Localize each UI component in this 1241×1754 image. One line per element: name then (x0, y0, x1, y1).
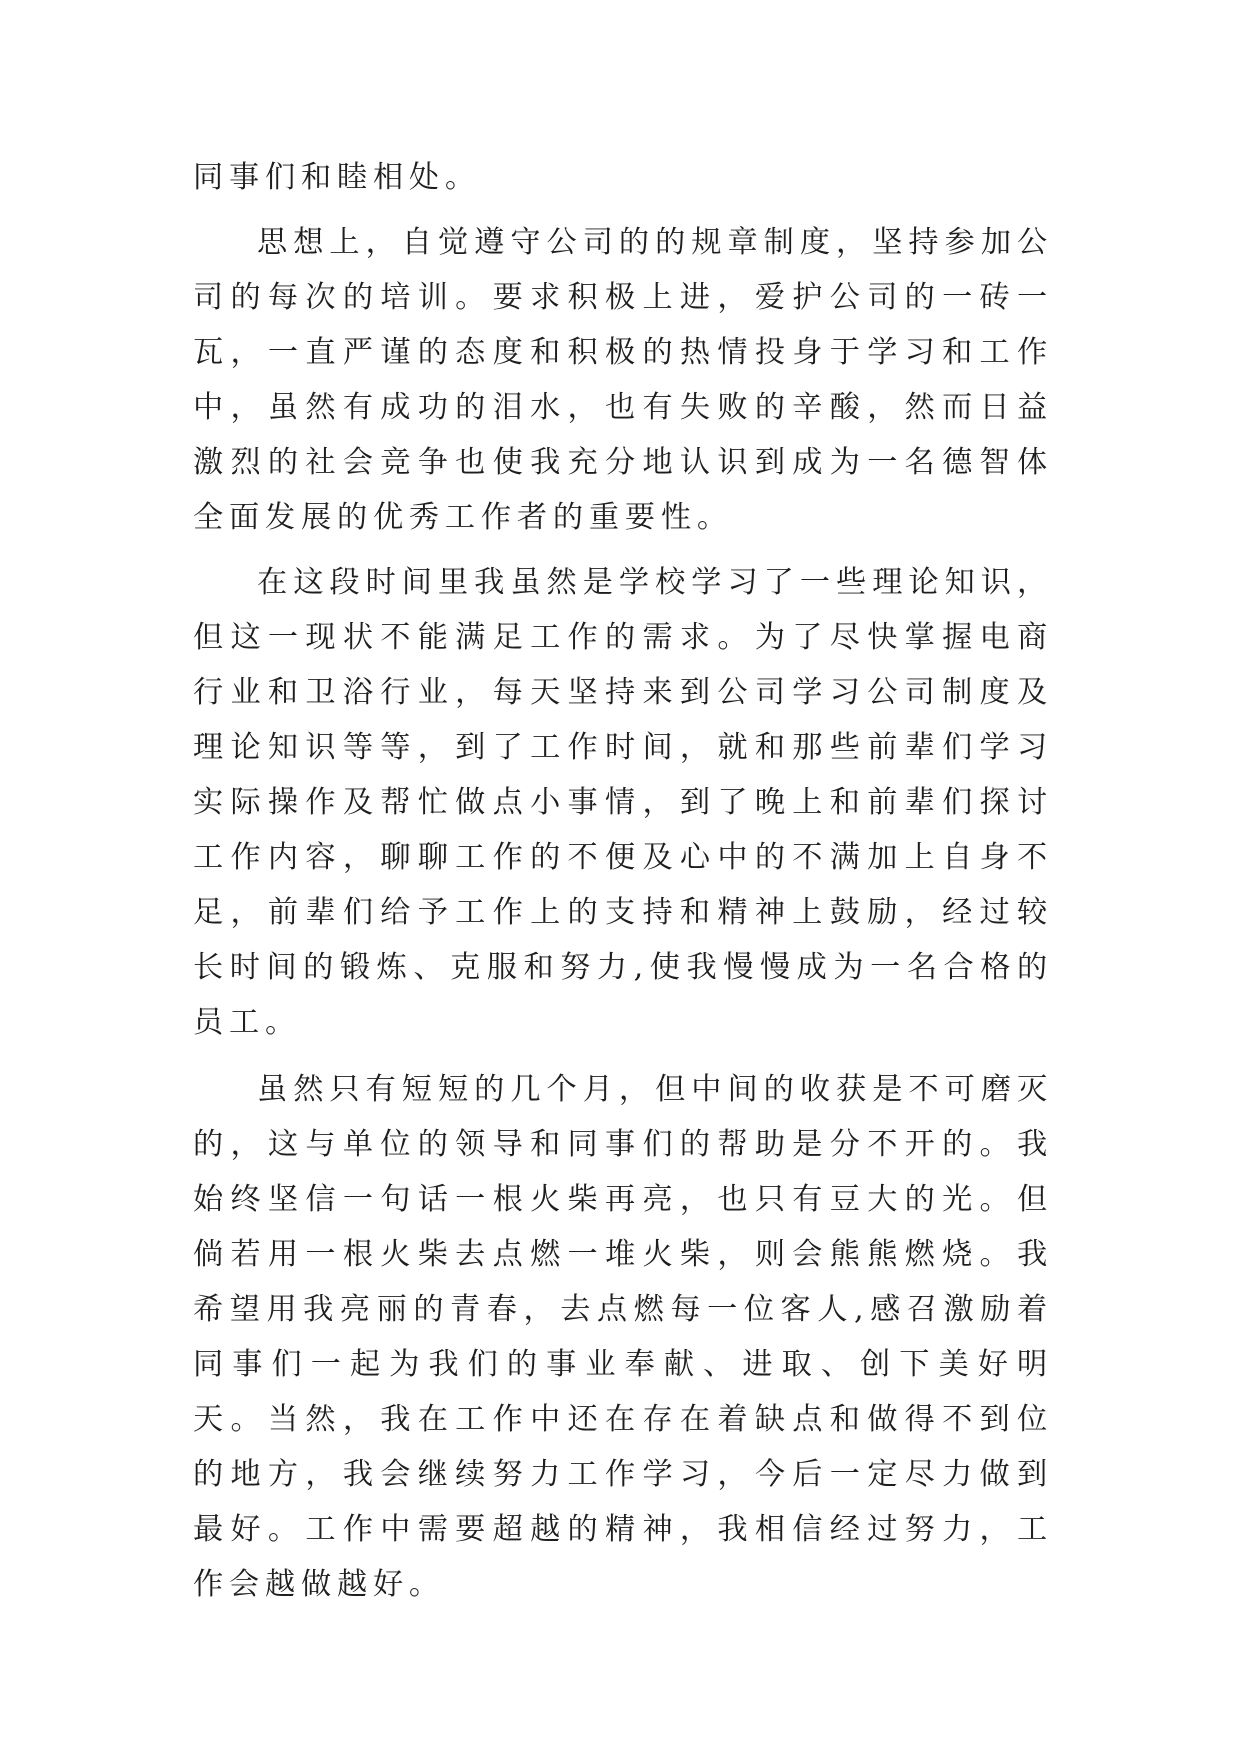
paragraph-summary: 虽然只有短短的几个月，但中间的收获是不可磨灭的，这与单位的领导和同事们的帮助是分不开的。我始终坚信一句话一根火柴再亮，也只有豆大的光。但倘若用一根火柴去点燃一堆火柴，则会熊熊燃烧。我希望用我亮丽的青春，去点燃每一位客人,感召激励着同事们一起为我们的事业奉献、进取、创下美好明天。当然，我在工作中还在存在着缺点和做得不到位的地方，我会继续努力工作学习，今后一定尽力做到最好。工作中需要超越的精神，我相信经过努力，工作会越做越好。 (193, 1072, 1053, 1602)
document-page (193, 150, 1053, 1612)
paragraph-continuation: 同事们和睦相处。 (193, 160, 481, 195)
paragraph-learning: 在这段时间里我虽然是学校学习了一些理论知识，但这一现状不能满足工作的需求。为了尽快掌握电商行业和卫浴行业，每天坚持来到公司学习公司制度及理论知识等等，到了工作时间，就和那些前辈们学习实际操作及帮忙做点小事情，到了晚上和前辈们探讨工作内容，聊聊工作的不便及心中的不满加上自身不足，前辈们给予工作上的支持和精神上鼓励，经过较长时间的锻炼、克服和努力,使我慢慢成为一名合格的员工。 (193, 565, 1053, 1040)
paragraph-ideology: 思想上，自觉遵守公司的的规章制度，坚持参加公司的每次的培训。要求积极上进，爱护公司的一砖一瓦，一直严谨的态度和积极的热情投身于学习和工作中，虽然有成功的泪水，也有失败的辛酸，然而日益激烈的社会竞争也使我充分地认识到成为一名德智体全面发展的优秀工作者的重要性。 (193, 225, 1053, 535)
